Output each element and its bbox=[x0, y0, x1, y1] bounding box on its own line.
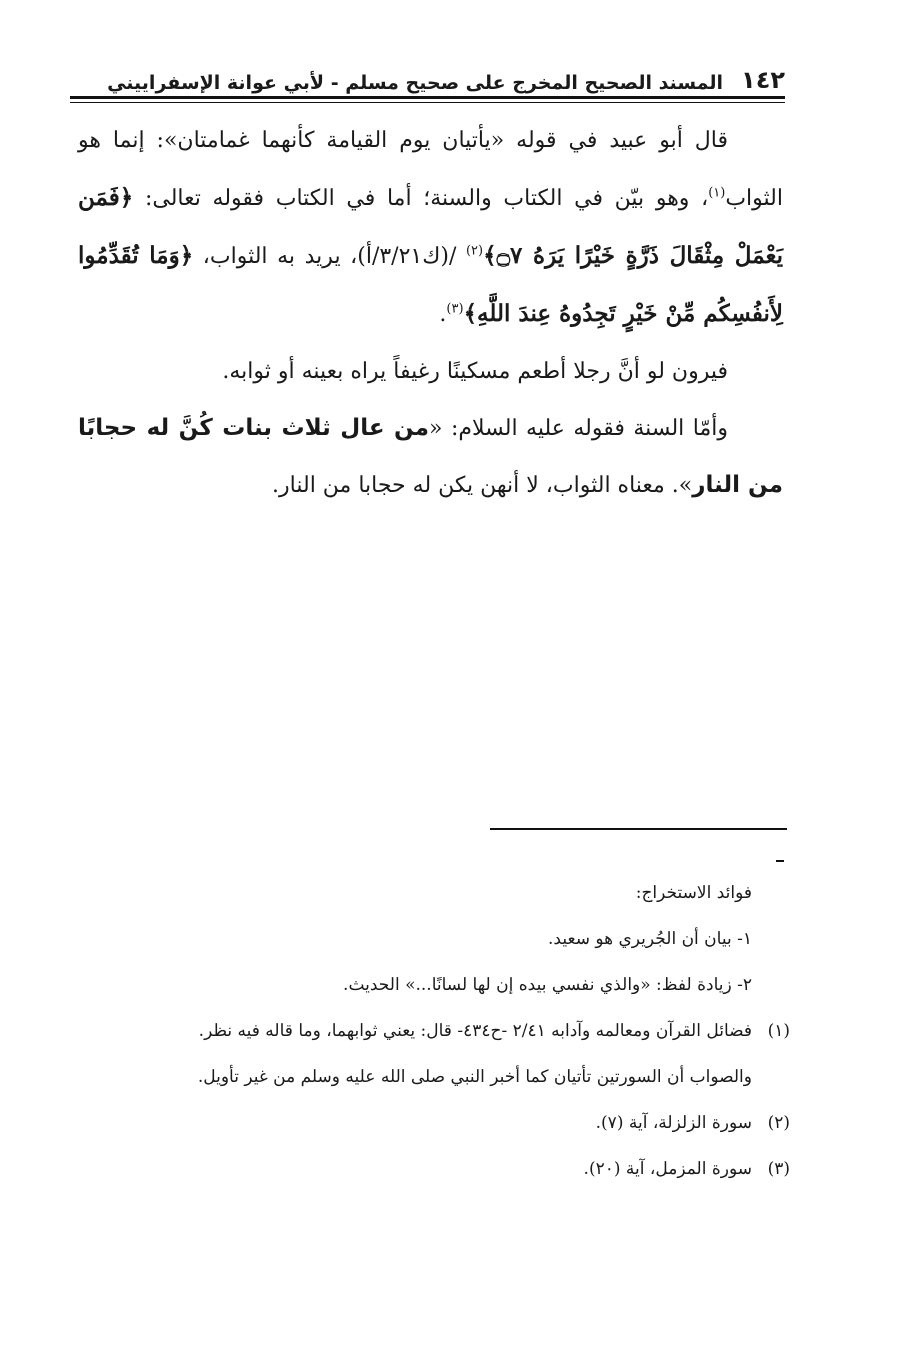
p1-line2-end: ، وهو بيّن في الكتاب والسنة؛ أما في الكتاب فقوله تعالى: bbox=[144, 186, 709, 211]
footnote-3-number: (٣) bbox=[767, 1159, 790, 1179]
footnote-3 bbox=[78, 1146, 790, 1192]
footnote-1 bbox=[78, 1008, 790, 1054]
p1-end: . bbox=[439, 302, 447, 327]
footnote-2 bbox=[78, 1100, 790, 1146]
footnote-1-text: فضائل القرآن ومعالمه وآدابه ٢/٤١ -ح٤٣٤- قال: يعني ثوابهما، وما قاله فيه نظر. bbox=[198, 1021, 752, 1041]
footnotes bbox=[78, 870, 790, 1192]
paragraph-3 bbox=[78, 400, 783, 514]
main-text bbox=[78, 112, 783, 514]
footnote-2-number: (٢) bbox=[767, 1113, 790, 1133]
p3-end: ». معناه الثواب، لا أنهن يكن له حجابا من النار. bbox=[272, 473, 693, 498]
footnote-2-text: سورة الزلزلة، آية (٧). bbox=[595, 1113, 752, 1133]
benefits-title: فوائد الاستخراج: bbox=[635, 883, 752, 903]
p1-line1: قال أبو عبيد في قوله «يأتيان يوم القيامة كأنهما غمامتان»: إنما هو bbox=[78, 128, 728, 153]
paragraph-2: فيرون لو أنَّ رجلا أطعم مسكينًا رغيفاً يراه بعينه أو ثوابه. bbox=[222, 359, 728, 384]
footnote-3-text: سورة المزمل، آية (٢٠). bbox=[583, 1159, 752, 1179]
hadith-text: من عال ثلاث بنات كُنَّ له حجابًا من النار bbox=[78, 415, 783, 498]
header-rule-thin bbox=[70, 102, 785, 103]
running-header bbox=[70, 62, 785, 94]
running-title: المسند الصحيح المخرج على صحيح مسلم - لأبي عوانة الإسفراييني bbox=[107, 72, 724, 94]
quran-verse-1: ﴿فَمَن يَعْمَلْ مِثْقَالَ ذَرَّةٍ خَيْرًا يَرَهُ ۝٧﴾ bbox=[78, 184, 783, 269]
header-rule bbox=[70, 96, 785, 99]
p3-start: وأمّا السنة فقوله عليه السلام: « bbox=[429, 416, 728, 441]
p1-line4-start: الثواب، bbox=[193, 244, 268, 269]
benefit-2: ٢- زيادة لفظ: «والذي نفسي بيده إن لها لسانًا...» الحديث. bbox=[343, 975, 752, 995]
benefit-1: ١- بيان أن الجُريري هو سعيد. bbox=[548, 929, 752, 949]
page-number: ١٤٢ bbox=[741, 66, 785, 94]
footnote-ref-2: (٢) bbox=[465, 243, 484, 259]
extraction-benefits bbox=[78, 870, 790, 1008]
footnote-ref-1: (١) bbox=[708, 185, 726, 201]
p1-manuscript-ref: /(ك٣/٢١/أ)، يريد به bbox=[277, 244, 466, 269]
footnote-ref-3: (٣) bbox=[446, 301, 464, 317]
footnote-separator bbox=[490, 828, 787, 830]
quran-verse-2: ﴿وَمَا تُقَدِّمُوا لِأَنفُسِكُم مِّنْ خَيْرٍ تَجِدُوهُ عِندَ اللَّهِ﴾ bbox=[78, 242, 783, 327]
paragraph-1 bbox=[78, 112, 783, 343]
footnote-1-continuation: والصواب أن السورتين تأتيان كما أخبر النبي صلى الله عليه وسلم من غير تأويل. bbox=[197, 1067, 752, 1087]
dash-mark bbox=[776, 860, 784, 862]
footnote-1-number: (١) bbox=[767, 1021, 790, 1041]
p1-line2-start: الثواب bbox=[725, 186, 783, 211]
